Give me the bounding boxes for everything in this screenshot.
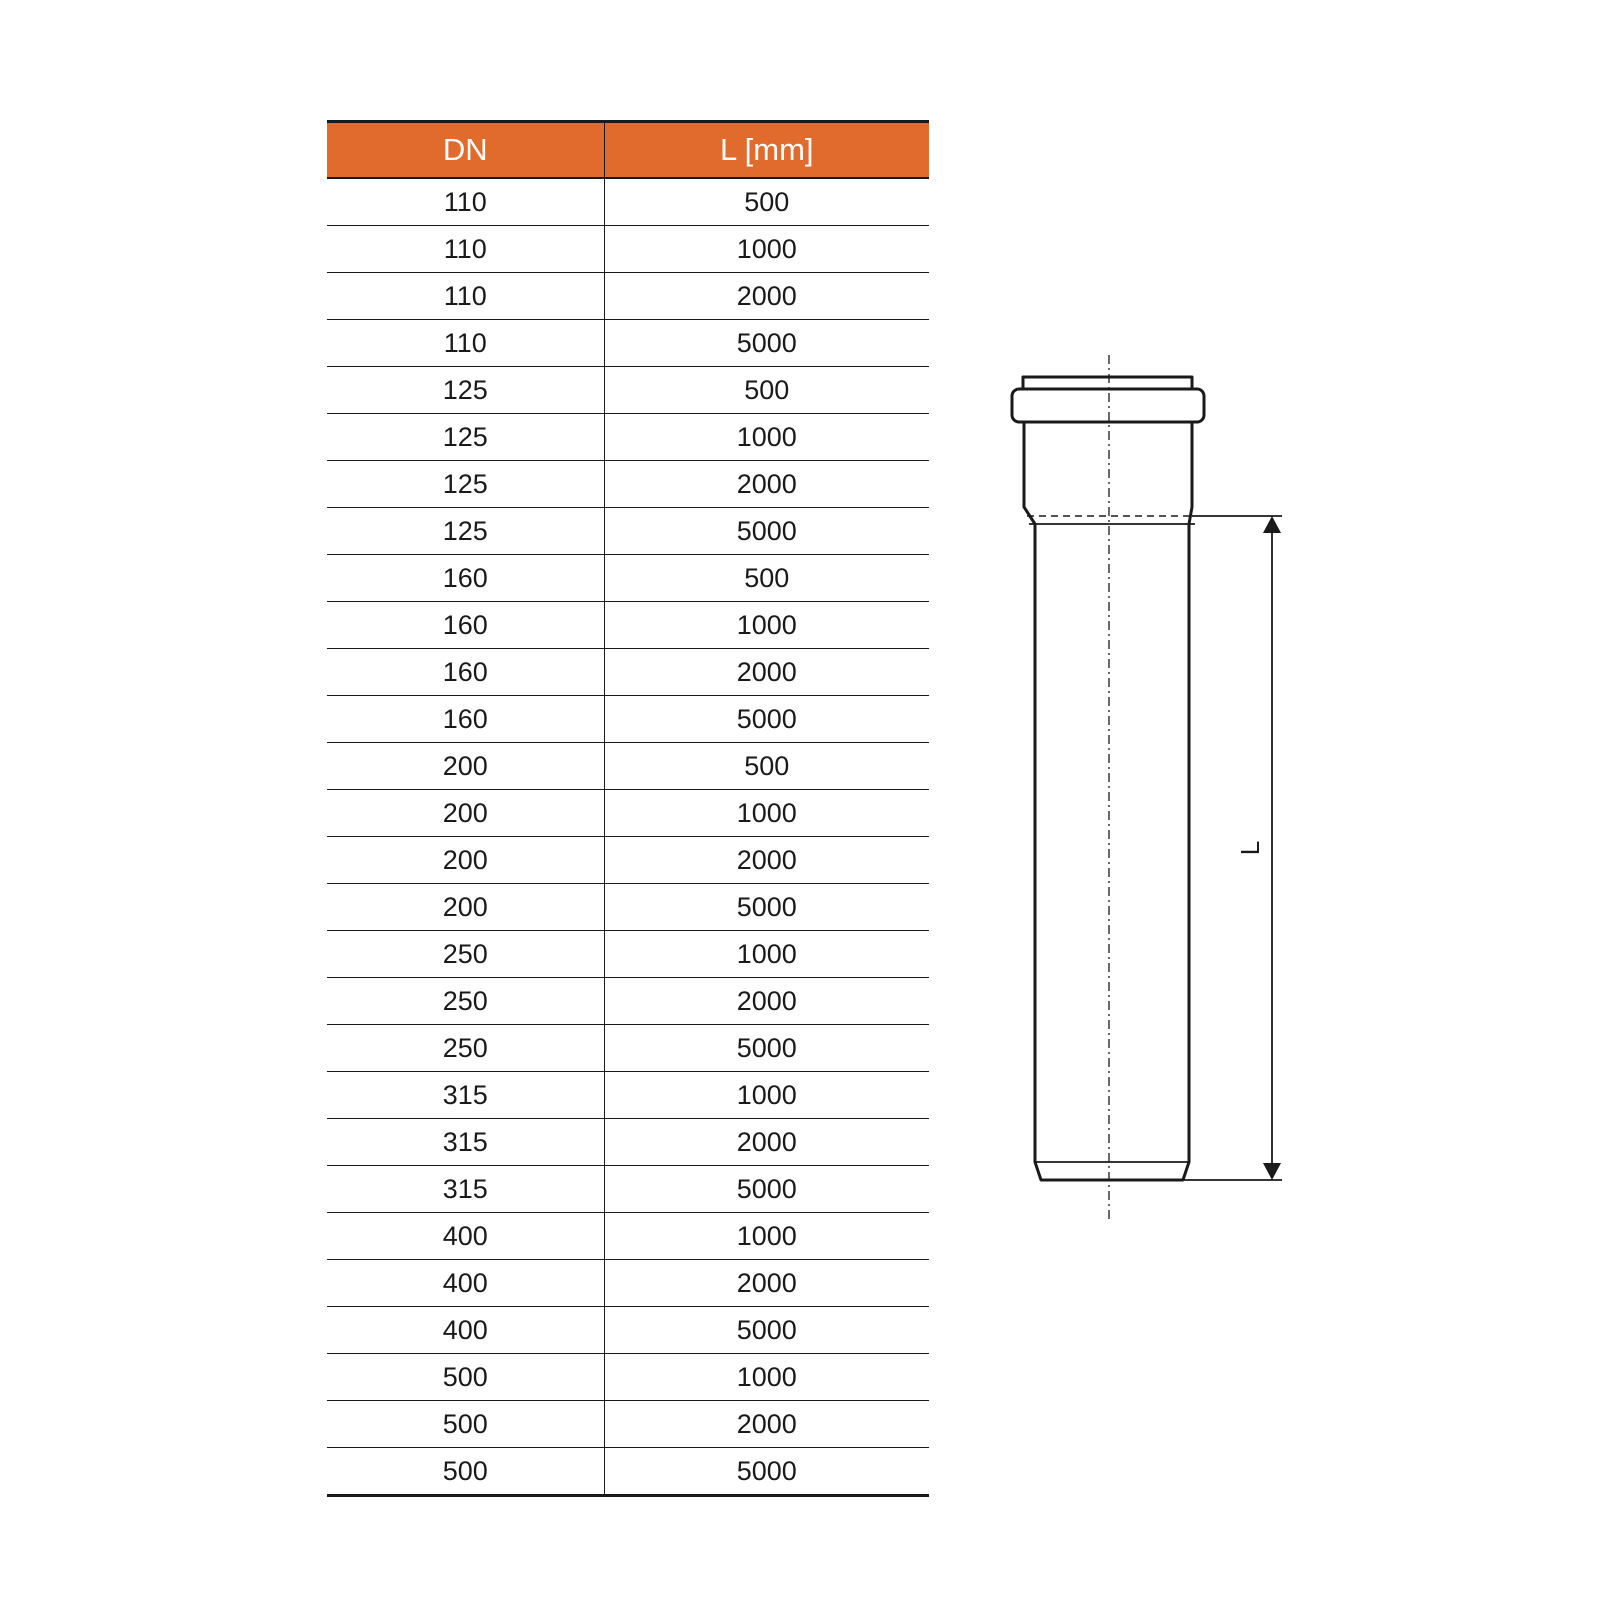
table-row (327, 273, 929, 320)
cell-dn: 110 (327, 273, 604, 320)
cell-dn: 110 (327, 320, 604, 367)
cell-length: 2000 (604, 1260, 929, 1307)
cell-length: 2000 (604, 273, 929, 320)
cell-dn: 400 (327, 1307, 604, 1354)
cell-dn: 200 (327, 743, 604, 790)
cell-length: 2000 (604, 837, 929, 884)
cell-dn: 200 (327, 837, 604, 884)
cell-length: 1000 (604, 1213, 929, 1260)
cell-dn: 125 (327, 367, 604, 414)
table-row (327, 178, 929, 226)
cell-length: 500 (604, 367, 929, 414)
cell-length: 5000 (604, 884, 929, 931)
cell-length: 1000 (604, 414, 929, 461)
cell-dn: 160 (327, 555, 604, 602)
header-length: L [mm] (604, 122, 929, 179)
table-row (327, 1260, 929, 1307)
cell-dn: 250 (327, 1025, 604, 1072)
cell-length: 2000 (604, 1119, 929, 1166)
cell-length: 500 (604, 178, 929, 226)
table-row (327, 649, 929, 696)
cell-length: 1000 (604, 226, 929, 273)
header-row (327, 122, 929, 179)
table-row (327, 1448, 929, 1496)
cell-dn: 500 (327, 1448, 604, 1496)
cell-dn: 500 (327, 1354, 604, 1401)
cell-dn: 160 (327, 649, 604, 696)
cell-dn: 160 (327, 696, 604, 743)
cell-length: 5000 (604, 320, 929, 367)
cell-dn: 110 (327, 226, 604, 273)
cell-length: 5000 (604, 696, 929, 743)
cell-length: 500 (604, 555, 929, 602)
table-row (327, 1119, 929, 1166)
table-row (327, 1072, 929, 1119)
table-row (327, 837, 929, 884)
table-row (327, 555, 929, 602)
table-row (327, 931, 929, 978)
cell-dn: 315 (327, 1072, 604, 1119)
dimension-arrow-up (1263, 516, 1281, 533)
cell-dn: 315 (327, 1166, 604, 1213)
cell-length: 2000 (604, 461, 929, 508)
cell-length: 5000 (604, 508, 929, 555)
table-row (327, 461, 929, 508)
cell-dn: 160 (327, 602, 604, 649)
cell-length: 2000 (604, 1401, 929, 1448)
cell-dn: 315 (327, 1119, 604, 1166)
table-row (327, 367, 929, 414)
cell-dn: 200 (327, 884, 604, 931)
cell-length: 2000 (604, 978, 929, 1025)
cell-length: 2000 (604, 649, 929, 696)
cell-dn: 400 (327, 1260, 604, 1307)
dimension-arrow-down (1263, 1163, 1281, 1180)
table-row (327, 978, 929, 1025)
table-row (327, 226, 929, 273)
table-header (327, 122, 929, 179)
cell-length: 1000 (604, 790, 929, 837)
table-row (327, 743, 929, 790)
header-dn: DN (327, 122, 604, 179)
socket-top-rim (1023, 377, 1192, 389)
table-row (327, 1166, 929, 1213)
table-row (327, 696, 929, 743)
cell-length: 5000 (604, 1166, 929, 1213)
cell-dn: 250 (327, 978, 604, 1025)
table-row (327, 602, 929, 649)
cell-dn: 125 (327, 508, 604, 555)
cell-length: 5000 (604, 1025, 929, 1072)
cell-length: 1000 (604, 1354, 929, 1401)
cell-dn: 125 (327, 461, 604, 508)
cell-length: 1000 (604, 602, 929, 649)
table-row (327, 790, 929, 837)
dimensions-table (327, 120, 929, 1497)
cell-dn: 200 (327, 790, 604, 837)
socket-body (1024, 422, 1192, 1180)
cell-length: 500 (604, 743, 929, 790)
cell-dn: 250 (327, 931, 604, 978)
table-row (327, 414, 929, 461)
cell-length: 5000 (604, 1307, 929, 1354)
table-row (327, 1025, 929, 1072)
socket-ring (1012, 389, 1204, 422)
table-row (327, 508, 929, 555)
cell-length: 1000 (604, 931, 929, 978)
cell-dn: 400 (327, 1213, 604, 1260)
cell-length: 5000 (736, 1455, 797, 1486)
cell-dn: 110 (327, 178, 604, 226)
table-row (327, 1354, 929, 1401)
cell-length: 1000 (604, 1072, 929, 1119)
dimension-label-length: L (1234, 840, 1265, 856)
table-row (327, 884, 929, 931)
cell-dn: 500 (327, 1401, 604, 1448)
table-row (327, 1213, 929, 1260)
table-body (327, 178, 929, 1496)
table-row (327, 320, 929, 367)
table-row (327, 1401, 929, 1448)
table-row (327, 1307, 929, 1354)
cell-dn: 125 (327, 414, 604, 461)
